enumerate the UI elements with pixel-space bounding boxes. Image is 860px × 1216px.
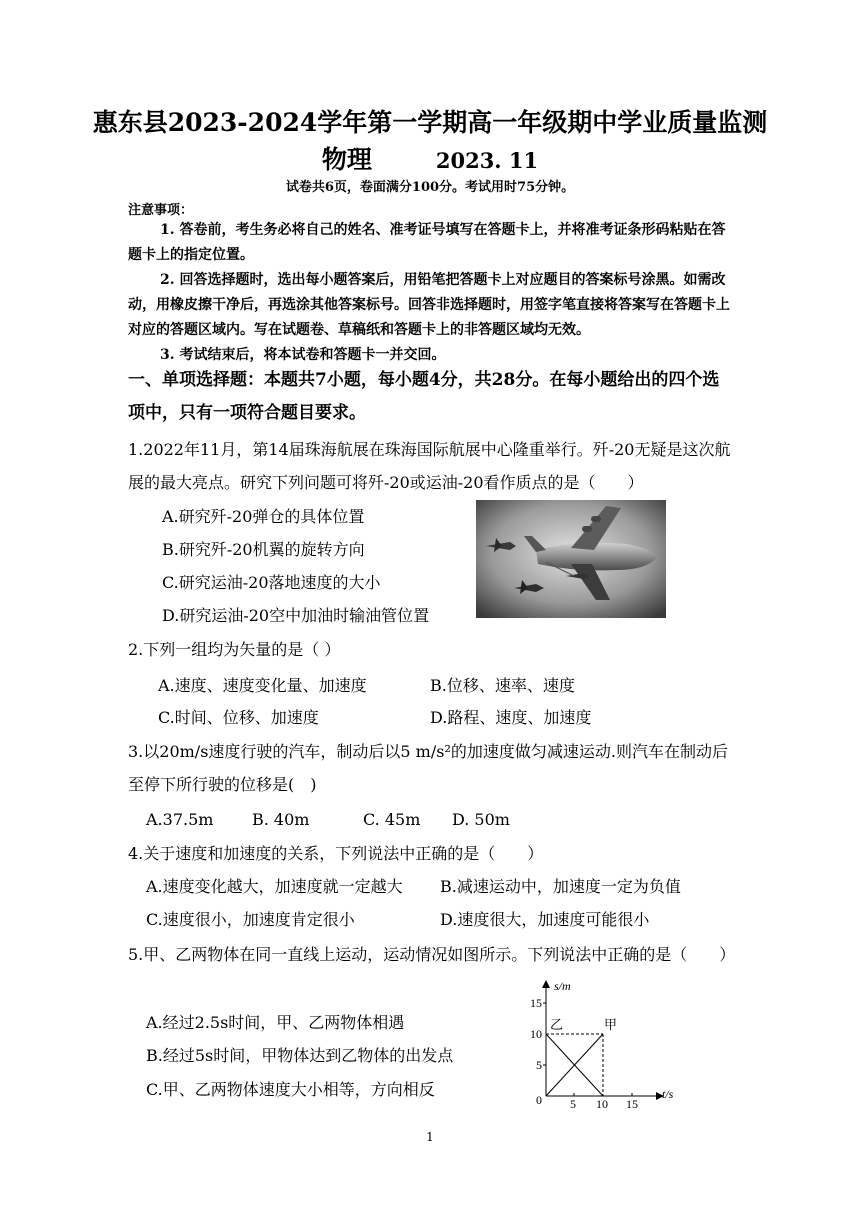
question-2-option-d: D.路程、速度、加速度 bbox=[430, 708, 592, 727]
question-4-option-c: C.速度很小，加速度肯定很小 bbox=[146, 910, 355, 929]
exam-title: 惠东县2023-2024学年第一学期高一年级期中学业质量监测 bbox=[92, 108, 768, 137]
note-item-2: 2. 回答选择题时，选出每小题答案后，用铅笔把答题卡上对应题目的答案标号涂黑。如需改动，用橡皮擦干净后，再选涂其他答案标号。回答非选择题时，用签字笔直接将答案写在答题卡上对应的答题区域内。写在试题卷、草稿纸和答题卡上的非答题区域均无效。 bbox=[128, 272, 730, 338]
label-yi: 乙 bbox=[550, 1017, 564, 1032]
x-tick-10: 10 bbox=[596, 1097, 608, 1110]
page-number: 1 bbox=[426, 1130, 434, 1144]
note-item-1: 1. 答卷前，考生务必将自己的姓名、准考证号填写在答题卡上，并将准考证条形码粘贴在答题卡上的指定位置。 bbox=[128, 222, 726, 263]
y-tick-10: 10 bbox=[530, 1027, 542, 1041]
section-heading: 一、单项选择题：本题共7小题，每小题4分，共28分。在每小题给出的四个选项中，只有一项符合题目要求。 bbox=[128, 370, 720, 423]
x-tick-15: 15 bbox=[626, 1097, 638, 1110]
question-3-option-d: D. 50m bbox=[452, 810, 510, 829]
question-5-option-b: B.经过5s时间，甲物体达到乙物体的出发点 bbox=[146, 1046, 454, 1065]
question-3-stem: 3.以20m/s速度行驶的汽车，制动后以5 m/s²的加速度做匀减速运动.则汽车在制动后至停下所行驶的位移是( ) bbox=[128, 742, 728, 794]
exam-date: 2023. 11 bbox=[435, 148, 539, 173]
subject-name: 物理 bbox=[321, 145, 372, 174]
question-3-option-a: A.37.5m bbox=[146, 810, 214, 829]
x-axis-label: t/s bbox=[662, 1087, 674, 1101]
question-3-option-b: B. 40m bbox=[252, 810, 310, 829]
question-4-option-b: B.减速运动中，加速度一定为负值 bbox=[440, 877, 681, 896]
origin-label: 0 bbox=[536, 1093, 542, 1107]
st-graph bbox=[510, 976, 680, 1110]
y-tick-15: 15 bbox=[530, 996, 542, 1010]
question-1-option-c: C.研究运油-20落地速度的大小 bbox=[162, 573, 381, 592]
y-axis-label: s/m bbox=[554, 979, 571, 993]
question-2-option-b: B.位移、速率、速度 bbox=[430, 676, 575, 695]
question-4-stem: 4.关于速度和加速度的关系，下列说法中正确的是（ ） bbox=[128, 844, 544, 863]
label-jia: 甲 bbox=[604, 1017, 618, 1032]
x-tick-5: 5 bbox=[570, 1097, 576, 1110]
question-2-option-a: A.速度、速度变化量、加速度 bbox=[158, 676, 367, 695]
question-1-stem: 1.2022年11月，第14届珠海航展在珠海国际航展中心隆重举行。歼-20无疑是这次航展的最大亮点。研究下列问题可将歼-20或运油-20看作质点的是（ ） bbox=[128, 440, 731, 492]
aircraft-photo bbox=[476, 500, 666, 618]
y-tick-5: 5 bbox=[536, 1058, 542, 1072]
question-4-option-d: D.速度很大，加速度可能很小 bbox=[440, 910, 650, 929]
exam-info: 试卷共6页，卷面满分100分。考试用时75分钟。 bbox=[285, 180, 575, 195]
question-5-option-c: C.甲、乙两物体速度大小相等，方向相反 bbox=[146, 1080, 435, 1099]
question-5-stem: 5.甲、乙两物体在同一直线上运动，运动情况如图所示。下列说法中正确的是（ ） bbox=[128, 945, 736, 964]
question-2-option-c: C.时间、位移、加速度 bbox=[158, 708, 319, 727]
question-2-stem: 2.下列一组均为矢量的是（ ） bbox=[128, 640, 341, 659]
question-4-option-a: A.速度变化越大，加速度就一定越大 bbox=[146, 877, 403, 896]
question-1-option-b: B.研究歼-20机翼的旋转方向 bbox=[162, 540, 365, 559]
note-item-3: 3. 考试结束后，将本试卷和答题卡一并交回。 bbox=[160, 347, 446, 363]
subject-line bbox=[0, 140, 860, 176]
question-5-option-a: A.经过2.5s时间，甲、乙两物体相遇 bbox=[146, 1013, 405, 1032]
question-1-option-a: A.研究歼-20弹仓的具体位置 bbox=[162, 507, 365, 526]
notes-heading: 注意事项： bbox=[128, 203, 194, 218]
question-1-option-d: D.研究运油-20空中加油时输油管位置 bbox=[162, 606, 430, 625]
question-3-option-c: C. 45m bbox=[363, 810, 421, 829]
